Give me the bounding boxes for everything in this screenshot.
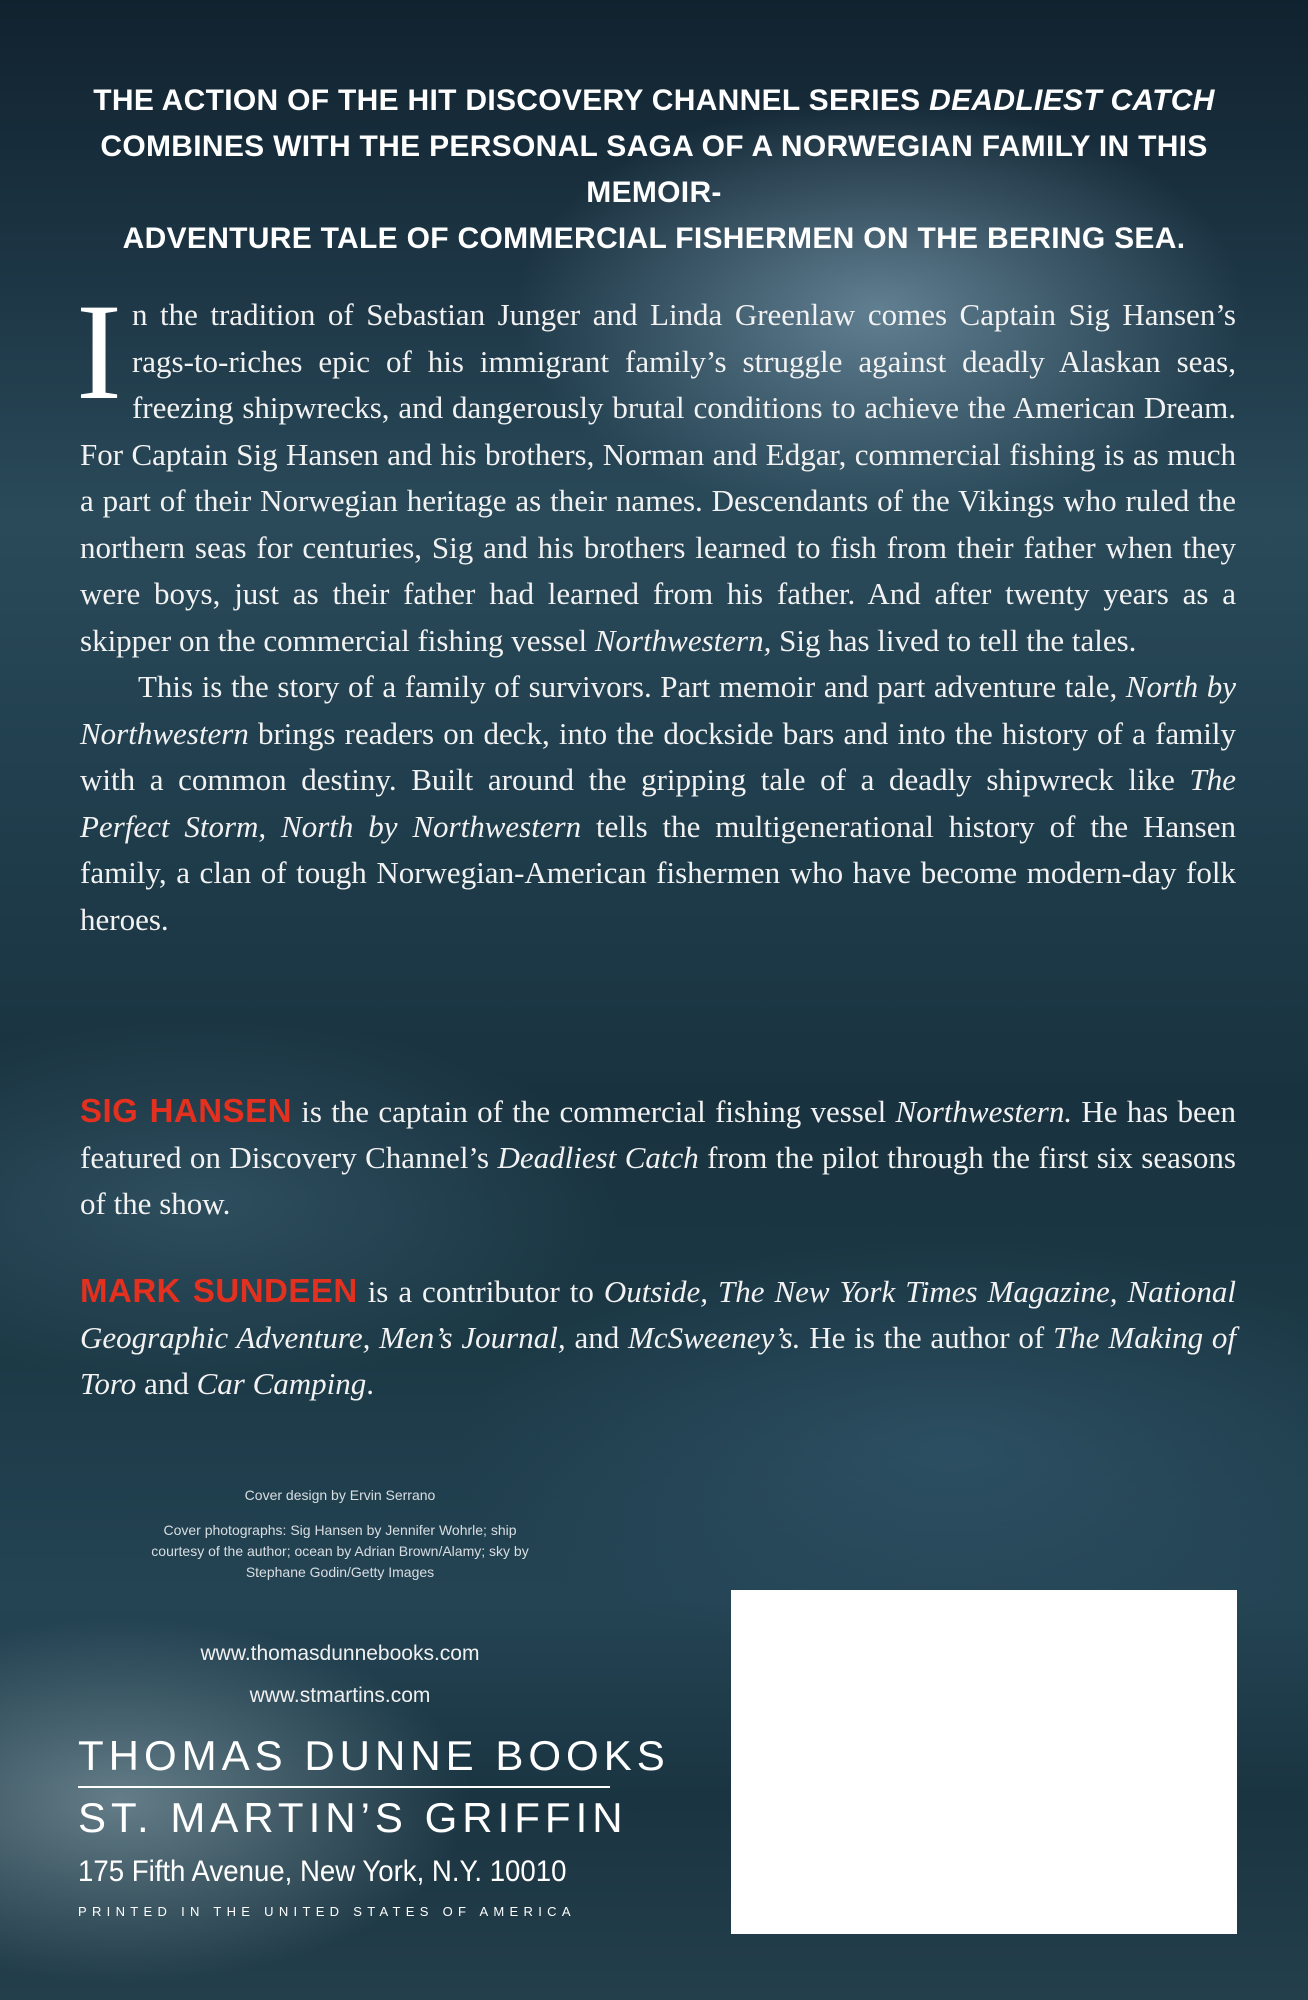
series-title: DEADLIEST CATCH: [929, 84, 1215, 117]
cover-credits: [150, 1485, 530, 1583]
author-name-mark-sundeen: MARK SUNDEEN: [80, 1272, 358, 1309]
printed-in-notice: PRINTED IN THE UNITED STATES OF AMERICA: [78, 1904, 576, 1919]
website-link[interactable]: www.stmartins.com: [249, 1684, 431, 1707]
drop-cap: I: [76, 275, 122, 428]
publisher-address: 175 Fifth Avenue, New York, N.Y. 10010: [78, 1855, 567, 1888]
headline-line-3: ADVENTURE TALE OF COMMERCIAL FISHERMEN ON THE BERING SEA.: [122, 222, 1186, 255]
publisher-block: [78, 1730, 670, 1919]
headline-line-1: THE ACTION OF THE HIT DISCOVERY CHANNEL SERIES DEADLIEST CATCH: [93, 84, 1215, 117]
author-bio-mark-sundeen: MARK SUNDEEN is a contributor to Outside, The New York Times Magazine, National Geographic Adventure, Men’s Journal, and McSweeney’s. He is the author of The Making of Toro and Car Camping.: [80, 1272, 1237, 1401]
description-paragraph-2: This is the story of a family of survivors. Part memoir and part adventure tale, North by Northwestern brings readers on deck, into the dockside bars and into the history of a family with a common destiny. Built around the gripping tale of a deadly shipwreck like The Perfect Storm, North by Northwestern tells the multigenerational history of the Hansen family, a clan of tough Norwegian-American fishermen who have become modern-day folk heroes.: [80, 669, 1237, 937]
imprint-st-martins: ST. MARTIN’S GRIFFIN: [78, 1794, 628, 1841]
cover-headline: [60, 78, 1248, 262]
website-link[interactable]: www.thomasdunnebooks.com: [200, 1642, 480, 1665]
imprint-thomas-dunne: THOMAS DUNNE BOOKS: [78, 1732, 670, 1779]
book-description: [76, 275, 1237, 943]
author-bio-sig-hansen: SIG HANSEN is the captain of the commercial fishing vessel Northwestern. He has been featured on Discovery Channel’s Deadliest Catch from the pilot through the first six seasons of the show.: [80, 1092, 1236, 1221]
imprint-divider: [78, 1786, 610, 1788]
cover-design-credit: Cover design by Ervin Serrano: [244, 1487, 436, 1503]
headline-line-2: COMBINES WITH THE PERSONAL SAGA OF A NORWEGIAN FAMILY IN THIS MEMOIR-: [100, 130, 1208, 209]
publisher-websites: [120, 1633, 560, 1717]
description-paragraph-1: In the tradition of Sebastian Junger and Linda Greenlaw comes Captain Sig Hansen’s rags-to-riches epic of his immigrant family’s struggle against deadly Alaskan seas, freezing shipwrecks, and dangerously brutal conditions to achieve the American Dream. For Captain Sig Hansen and his brothers, Norman and Edgar, commercial fishing is as much a part of their Norwegian heritage as their names. Descendants of the Vikings who ruled the northern seas for centuries, Sig and his brothers learned to fish from their father when they were boys, just as their father had learned from his father. And after twenty years as a skipper on the commercial fishing vessel Northwestern, Sig has lived to tell the tales.: [76, 275, 1236, 658]
barcode-area: [731, 1590, 1237, 1934]
author-name-sig-hansen: SIG HANSEN: [80, 1092, 292, 1129]
cover-photo-credit: Cover photographs: Sig Hansen by Jennifer Wohrle; ship courtesy of the author; ocean by Adrian Brown/Alamy; sky by Stephane Godin/Getty Images: [151, 1522, 529, 1580]
